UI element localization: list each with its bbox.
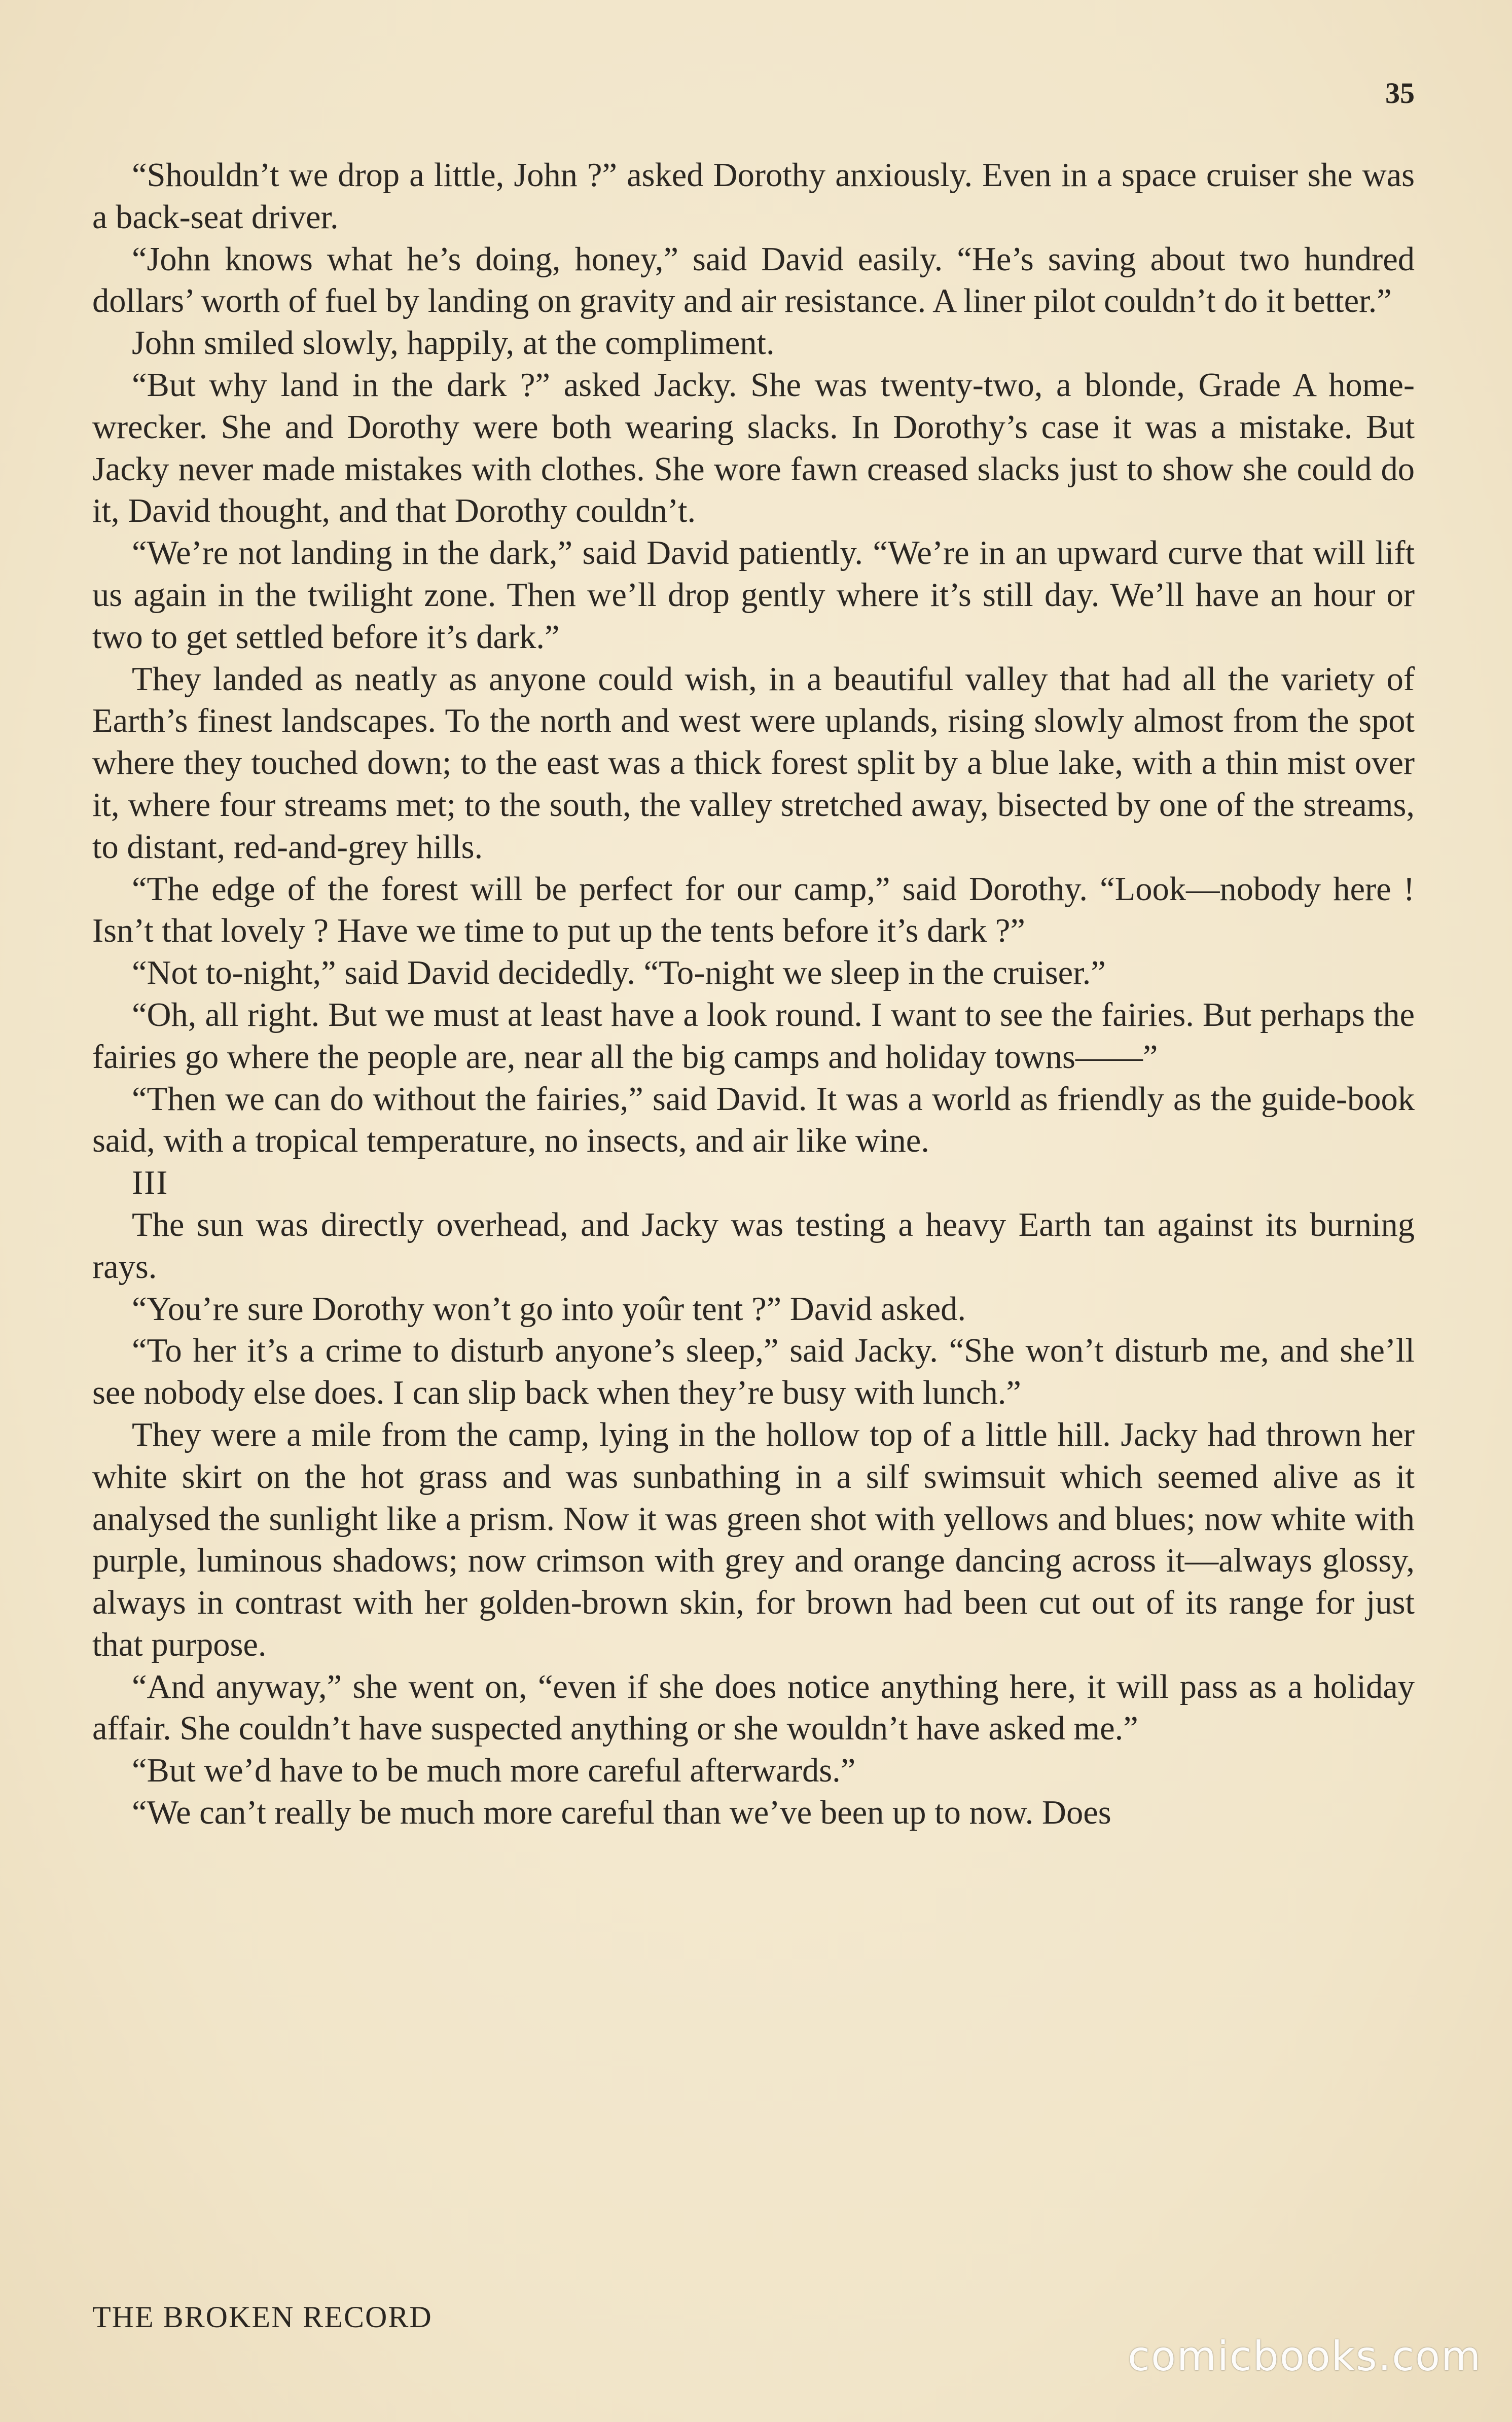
paragraph: “To her it’s a crime to disturb anyone’s sleep,” said Jacky. “She won’t disturb me, and she’ll see nobody else does. I can slip back when they’re busy with lunch.” bbox=[92, 1332, 1415, 1412]
paragraph: “But why land in the dark ?” asked Jacky. She was twenty-two, a blonde, Grade A home-wrecker. She and Dorothy were both wearing slacks. In Dorothy’s case it was a mistake. But Jacky never made mistakes with clothes. She wore fawn creased slacks just to show she could do it, David thought, and that Dorothy couldn’t. bbox=[92, 366, 1415, 530]
paragraphs-before bbox=[92, 155, 1415, 1162]
body-text bbox=[92, 155, 1415, 1834]
paragraph: “The edge of the forest will be perfect for our camp,” said Dorothy. “Look—nobody here ! Isn’t that lovely ? Have we time to put up the tents before it’s dark ?” bbox=[92, 870, 1415, 950]
paragraph: “And anyway,” she went on, “even if she does notice anything here, it will pass as a holiday affair. She couldn’t have suspected anything or she wouldn’t have asked me.” bbox=[92, 1668, 1415, 1748]
paragraph: “We can’t really be much more careful than we’ve been up to now. Does bbox=[132, 1794, 1111, 1832]
running-footer-title: THE BROKEN RECORD bbox=[92, 2300, 433, 2334]
paragraph: John smiled slowly, happily, at the compliment. bbox=[132, 325, 775, 362]
paragraph: “You’re sure Dorothy won’t go into yoûr tent ?” David asked. bbox=[132, 1290, 966, 1328]
paragraph: They were a mile from the camp, lying in the hollow top of a little hill. Jacky had thrown her white skirt on the hot grass and was sunbathing in a silf swimsuit which seemed alive as it analysed the sunlight like a prism. Now it was green shot with yellows and blues; now white with purple, luminous shadows; now crimson with grey and orange dancing across it—always glossy, always in contrast with her golden-brown skin, for brown had been cut out of its range for just that purpose. bbox=[92, 1416, 1415, 1663]
watermark-logo: comicbooks.com bbox=[1127, 2333, 1482, 2380]
paragraph: “Shouldn’t we drop a little, John ?” asked Dorothy anxiously. Even in a space cruiser she was a back-seat driver. bbox=[92, 157, 1415, 236]
paragraph: “Oh, all right. But we must at least have a look round. I want to see the fairies. But perhaps the fairies go where the people are, near all the big camps and holiday towns——” bbox=[92, 996, 1415, 1076]
paragraph: They landed as neatly as anyone could wish, in a beautiful valley that had all the variety of Earth’s finest landscapes. To the north and west were uplands, rising slowly almost from the spot where they touched down; to the east was a thick forest split by a blue lake, with a thin mist over it, where four streams met; to the south, the valley stretched away, bisected by one of the streams, to distant, red-and-grey hills. bbox=[92, 660, 1415, 866]
paragraphs-after bbox=[92, 1204, 1415, 1834]
paragraph: “John knows what he’s doing, honey,” said David easily. “He’s saving about two hundred dollars’ worth of fuel by landing on gravity and air resistance. A liner pilot couldn’t do it better.” bbox=[92, 240, 1415, 320]
page-number: 35 bbox=[1385, 77, 1415, 110]
section-heading: III bbox=[132, 1164, 169, 1202]
paragraph: “Not to-night,” said David decidedly. “To-night we sleep in the cruiser.” bbox=[132, 954, 1106, 992]
paragraph: The sun was directly overhead, and Jacky was testing a heavy Earth tan against its burning rays. bbox=[92, 1206, 1415, 1286]
paragraph: “We’re not landing in the dark,” said David patiently. “We’re in an upward curve that will lift us again in the twilight zone. Then we’ll drop gently where it’s still day. We’ll have an hour or two to get settled before it’s dark.” bbox=[92, 535, 1415, 656]
paragraph: “But we’d have to be much more careful afterwards.” bbox=[132, 1752, 856, 1790]
paragraph: “Then we can do without the fairies,” said David. It was a world as friendly as the guide-book said, with a tropical temperature, no insects, and air like wine. bbox=[92, 1080, 1415, 1160]
